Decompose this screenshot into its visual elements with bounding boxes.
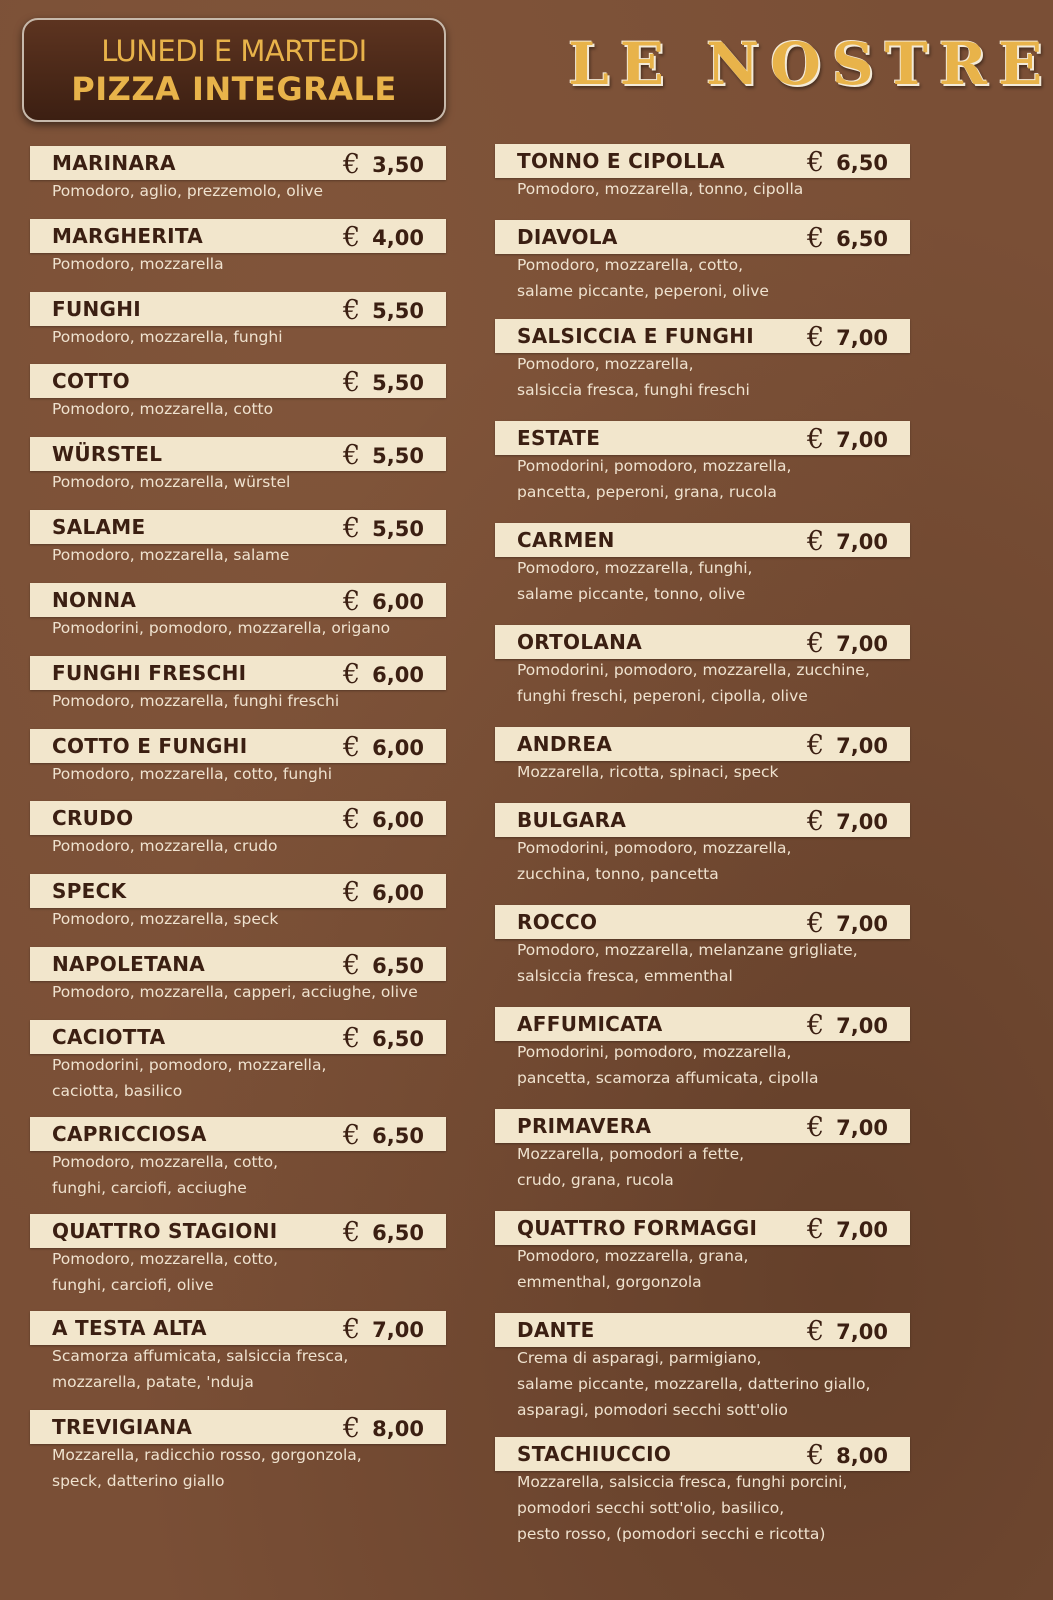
menu-item-bar <box>495 1211 910 1245</box>
price-value: 3,50 <box>372 152 424 177</box>
ingredients-line: Pomodoro, mozzarella, capperi, acciughe, olive <box>52 983 418 1001</box>
price-value: 5,50 <box>372 443 424 468</box>
pizza-name: COTTO E FUNGHI <box>52 734 248 758</box>
menu-item-bar <box>30 874 446 908</box>
price-value: 6,00 <box>372 735 424 760</box>
price-value: 6,00 <box>372 880 424 905</box>
menu-item <box>30 1311 446 1395</box>
pizza-ingredients <box>30 979 446 1005</box>
pizza-name: QUATTRO STAGIONI <box>52 1219 278 1243</box>
menu-item <box>30 364 446 422</box>
menu-item-bar <box>495 319 910 353</box>
price-value: 6,50 <box>836 150 888 175</box>
ingredients-line: Pomodoro, mozzarella, funghi, <box>517 559 753 577</box>
pizza-price <box>807 146 888 177</box>
menu-item <box>30 874 446 932</box>
menu-item <box>495 625 910 709</box>
euro-symbol: € <box>342 366 361 398</box>
promo-days: LUNEDI E MARTEDI <box>101 34 367 68</box>
pizza-ingredients <box>30 324 446 350</box>
pizza-ingredients <box>30 469 446 495</box>
menu-item-bar <box>30 801 446 835</box>
menu-item <box>495 1109 910 1193</box>
promo-title: PIZZA INTEGRALE <box>71 70 397 108</box>
menu-item-bar <box>30 1117 446 1151</box>
menu-item-bar <box>30 219 446 253</box>
euro-symbol: € <box>806 627 825 659</box>
euro-symbol: € <box>342 803 361 835</box>
pizza-name: ANDREA <box>517 732 613 756</box>
ingredients-line: speck, datterino giallo <box>52 1472 225 1490</box>
ingredients-line: Pomodoro, mozzarella, grana, <box>517 1247 749 1265</box>
price-value: 6,00 <box>372 807 424 832</box>
ingredients-line: pancetta, peperoni, grana, rucola <box>517 483 777 501</box>
ingredients-line: caciotta, basilico <box>52 1082 183 1100</box>
pizza-price <box>343 1022 424 1053</box>
menu-item <box>30 801 446 859</box>
ingredients-line: Mozzarella, radicchio rosso, gorgonzola, <box>52 1446 362 1464</box>
price-value: 7,00 <box>836 1013 888 1038</box>
euro-symbol: € <box>806 1213 825 1245</box>
ingredients-line: Pomodoro, mozzarella, crudo <box>52 837 278 855</box>
price-value: 8,00 <box>836 1443 888 1468</box>
pizza-name: DIAVOLA <box>517 225 618 249</box>
pizza-ingredients <box>30 1149 446 1201</box>
menu-item-bar <box>30 1214 446 1248</box>
pizza-name: STACHIUCCIO <box>517 1442 672 1466</box>
ingredients-line: Pomodoro, mozzarella, cotto, <box>52 1250 279 1268</box>
pizza-ingredients <box>30 1246 446 1298</box>
price-value: 7,00 <box>836 1319 888 1344</box>
price-value: 6,50 <box>836 226 888 251</box>
pizza-price <box>343 1412 424 1443</box>
euro-symbol: € <box>342 949 361 981</box>
price-value: 7,00 <box>836 529 888 554</box>
pizza-name: NAPOLETANA <box>52 952 206 976</box>
pizza-ingredients <box>495 1243 910 1295</box>
menu-item <box>495 220 910 304</box>
pizza-ingredients <box>30 688 446 714</box>
pizza-name: SALAME <box>52 515 146 539</box>
pizza-price <box>807 907 888 938</box>
menu-item <box>30 292 446 350</box>
promo-banner <box>22 18 446 122</box>
menu-item <box>30 1020 446 1104</box>
pizza-ingredients <box>30 178 446 204</box>
ingredients-line: pancetta, scamorza affumicata, cipolla <box>517 1069 819 1087</box>
price-value: 6,50 <box>372 953 424 978</box>
pizza-price <box>807 1315 888 1346</box>
ingredients-line: pomodori secchi sott'olio, basilico, <box>517 1499 785 1517</box>
menu-item <box>30 437 446 495</box>
ingredients-line: crudo, grana, rucola <box>517 1171 674 1189</box>
pizza-ingredients <box>30 906 446 932</box>
ingredients-line: Pomodorini, pomodoro, mozzarella, <box>517 839 792 857</box>
ingredients-line: Pomodoro, mozzarella, tonno, cipolla <box>517 180 804 198</box>
price-value: 7,00 <box>836 733 888 758</box>
euro-symbol: € <box>806 1315 825 1347</box>
menu-item-bar <box>495 1007 910 1041</box>
menu-item-bar <box>30 729 446 763</box>
pizza-ingredients <box>495 1141 910 1193</box>
pizza-ingredients <box>30 761 446 787</box>
pizza-price <box>343 221 424 252</box>
pizza-ingredients <box>30 833 446 859</box>
euro-symbol: € <box>342 294 361 326</box>
ingredients-line: salsiccia fresca, emmenthal <box>517 967 733 985</box>
pizza-price <box>807 321 888 352</box>
menu-item-bar <box>30 146 446 180</box>
menu-item-bar <box>495 1313 910 1347</box>
ingredients-line: asparagi, pomodori secchi sott'olio <box>517 1401 788 1419</box>
menu-item-bar <box>30 947 446 981</box>
euro-symbol: € <box>342 1313 361 1345</box>
pizza-name: ESTATE <box>517 426 601 450</box>
pizza-ingredients <box>495 176 910 202</box>
price-value: 7,00 <box>836 809 888 834</box>
ingredients-line: mozzarella, patate, 'nduja <box>52 1373 254 1391</box>
pizza-ingredients <box>30 1343 446 1395</box>
price-value: 7,00 <box>836 1217 888 1242</box>
pizza-name: CARMEN <box>517 528 615 552</box>
menu-item <box>30 510 446 568</box>
price-value: 7,00 <box>836 631 888 656</box>
ingredients-line: Pomodoro, mozzarella, würstel <box>52 473 291 491</box>
menu-item <box>495 319 910 403</box>
pizza-ingredients <box>495 555 910 607</box>
pizza-name: AFFUMICATA <box>517 1012 663 1036</box>
ingredients-line: salame piccante, tonno, olive <box>517 585 746 603</box>
menu-item <box>30 1117 446 1201</box>
price-value: 4,00 <box>372 225 424 250</box>
price-value: 8,00 <box>372 1416 424 1441</box>
pizza-price <box>807 729 888 760</box>
pizza-price <box>343 876 424 907</box>
pizza-ingredients <box>495 252 910 304</box>
pizza-price <box>343 949 424 980</box>
euro-symbol: € <box>342 731 361 763</box>
pizza-price <box>343 803 424 834</box>
menu-item-bar <box>30 292 446 326</box>
ingredients-line: Pomodoro, mozzarella, speck <box>52 910 279 928</box>
menu-item-bar <box>495 803 910 837</box>
euro-symbol: € <box>342 1119 361 1151</box>
pizza-ingredients <box>495 759 910 785</box>
ingredients-line: emmenthal, gorgonzola <box>517 1273 702 1291</box>
pizza-name: SALSICCIA E FUNGHI <box>517 324 754 348</box>
ingredients-line: salame piccante, peperoni, olive <box>517 282 769 300</box>
ingredients-line: Scamorza affumicata, salsiccia fresca, <box>52 1347 349 1365</box>
euro-symbol: € <box>806 423 825 455</box>
menu-item <box>30 219 446 277</box>
euro-symbol: € <box>342 876 361 908</box>
ingredients-line: funghi, carciofi, olive <box>52 1276 214 1294</box>
ingredients-line: Mozzarella, pomodori a fette, <box>517 1145 745 1163</box>
menu-item <box>30 729 446 787</box>
ingredients-line: Pomodoro, mozzarella, funghi <box>52 328 283 346</box>
ingredients-line: zucchina, tonno, pancetta <box>517 865 719 883</box>
euro-symbol: € <box>806 525 825 557</box>
menu-item <box>495 905 910 989</box>
pizza-name: CACIOTTA <box>52 1025 166 1049</box>
ingredients-line: Pomodoro, aglio, prezzemolo, olive <box>52 182 324 200</box>
pizza-name: FUNGHI FRESCHI <box>52 661 247 685</box>
euro-symbol: € <box>342 221 361 253</box>
pizza-name: SPECK <box>52 879 127 903</box>
ingredients-line: Mozzarella, salsiccia fresca, funghi porcini, <box>517 1473 848 1491</box>
pizza-ingredients <box>495 351 910 403</box>
euro-symbol: € <box>806 729 825 761</box>
pizza-ingredients <box>30 1442 446 1494</box>
ingredients-line: Pomodoro, mozzarella, funghi freschi <box>52 692 340 710</box>
ingredients-line: Pomodoro, mozzarella, cotto, <box>517 256 744 274</box>
euro-symbol: € <box>342 439 361 471</box>
ingredients-line: Pomodoro, mozzarella, cotto <box>52 400 274 418</box>
menu-item-bar <box>30 583 446 617</box>
pizza-name: BULGARA <box>517 808 627 832</box>
menu-item <box>495 1437 910 1547</box>
price-value: 6,50 <box>372 1026 424 1051</box>
pizza-name: PRIMAVERA <box>517 1114 652 1138</box>
pizza-ingredients <box>495 1039 910 1091</box>
pizza-name: MARINARA <box>52 151 176 175</box>
euro-symbol: € <box>342 1022 361 1054</box>
pizza-price <box>343 512 424 543</box>
pizza-name: DANTE <box>517 1318 595 1342</box>
euro-symbol: € <box>342 1216 361 1248</box>
pizza-price <box>343 439 424 470</box>
pizza-name: MARGHERITA <box>52 224 204 248</box>
menu-item-bar <box>30 437 446 471</box>
menu-item-bar <box>30 1020 446 1054</box>
price-value: 7,00 <box>836 911 888 936</box>
pizza-name: A TESTA ALTA <box>52 1316 207 1340</box>
pizza-name: QUATTRO FORMAGGI <box>517 1216 758 1240</box>
menu-item <box>495 1211 910 1295</box>
menu-item <box>495 803 910 887</box>
pizza-ingredients <box>495 835 910 887</box>
pizza-ingredients <box>495 937 910 989</box>
euro-symbol: € <box>806 222 825 254</box>
menu-item-bar <box>495 625 910 659</box>
ingredients-line: Pomodoro, mozzarella, salame <box>52 546 290 564</box>
pizza-name: COTTO <box>52 369 130 393</box>
ingredients-line: Pomodorini, pomodoro, mozzarella, zucchine, <box>517 661 870 679</box>
ingredients-line: Pomodorini, pomodoro, mozzarella, <box>517 457 792 475</box>
pizza-name: WÜRSTEL <box>52 442 163 466</box>
menu-item-bar <box>495 523 910 557</box>
menu-item-bar <box>495 421 910 455</box>
menu-item <box>30 1410 446 1494</box>
pizza-name: CRUDO <box>52 806 134 830</box>
ingredients-line: Pomodoro, mozzarella, <box>517 355 694 373</box>
pizza-ingredients <box>30 251 446 277</box>
pizza-price <box>343 1313 424 1344</box>
menu-item-bar <box>495 220 910 254</box>
pizza-price <box>807 222 888 253</box>
menu-item <box>30 146 446 204</box>
ingredients-line: Pomodoro, mozzarella <box>52 255 224 273</box>
pizza-ingredients <box>495 1469 910 1547</box>
euro-symbol: € <box>342 658 361 690</box>
price-value: 5,50 <box>372 370 424 395</box>
menu-item <box>495 1313 910 1423</box>
pizza-name: CAPRICCIOSA <box>52 1122 207 1146</box>
price-value: 7,00 <box>372 1317 424 1342</box>
euro-symbol: € <box>342 148 361 180</box>
pizza-price <box>343 366 424 397</box>
ingredients-line: funghi freschi, peperoni, cipolla, olive <box>517 687 808 705</box>
euro-symbol: € <box>806 1009 825 1041</box>
pizza-name: TREVIGIANA <box>52 1415 193 1439</box>
ingredients-line: Pomodorini, pomodoro, mozzarella, <box>517 1043 792 1061</box>
pizza-price <box>343 731 424 762</box>
menu-item-bar <box>30 364 446 398</box>
price-value: 5,50 <box>372 298 424 323</box>
price-value: 6,00 <box>372 589 424 614</box>
euro-symbol: € <box>806 907 825 939</box>
pizza-ingredients <box>495 1345 910 1423</box>
ingredients-line: Pomodoro, mozzarella, cotto, funghi <box>52 765 333 783</box>
menu-item-bar <box>495 1437 910 1471</box>
menu-item-bar <box>30 656 446 690</box>
pizza-ingredients <box>30 542 446 568</box>
euro-symbol: € <box>806 321 825 353</box>
pizza-price <box>343 1216 424 1247</box>
pizza-ingredients <box>495 453 910 505</box>
menu-item <box>495 523 910 607</box>
menu-item <box>30 947 446 1005</box>
pizza-price <box>807 1439 888 1470</box>
euro-symbol: € <box>806 146 825 178</box>
ingredients-line: salsiccia fresca, funghi freschi <box>517 381 750 399</box>
ingredients-line: salame piccante, mozzarella, datterino giallo, <box>517 1375 871 1393</box>
euro-symbol: € <box>806 1439 825 1471</box>
ingredients-line: Pomodoro, mozzarella, cotto, <box>52 1153 279 1171</box>
menu-item-bar <box>30 510 446 544</box>
pizza-ingredients <box>495 657 910 709</box>
euro-symbol: € <box>806 1111 825 1143</box>
ingredients-line: pesto rosso, (pomodori secchi e ricotta) <box>517 1525 826 1543</box>
pizza-price <box>343 1119 424 1150</box>
price-value: 7,00 <box>836 325 888 350</box>
pizza-name: FUNGHI <box>52 297 142 321</box>
menu-item <box>30 583 446 641</box>
ingredients-line: Pomodorini, pomodoro, mozzarella, origano <box>52 619 391 637</box>
pizza-ingredients <box>30 396 446 422</box>
pizza-price <box>343 585 424 616</box>
pizza-price <box>807 1009 888 1040</box>
menu-item <box>495 1007 910 1091</box>
price-value: 6,00 <box>372 662 424 687</box>
menu-item <box>30 1214 446 1298</box>
pizza-name: TONNO E CIPOLLA <box>517 149 725 173</box>
ingredients-line: Pomodorini, pomodoro, mozzarella, <box>52 1056 327 1074</box>
pizza-price <box>807 525 888 556</box>
menu-item <box>495 144 910 202</box>
menu-item-bar <box>495 144 910 178</box>
ingredients-line: funghi, carciofi, acciughe <box>52 1179 247 1197</box>
menu-item-bar <box>495 1109 910 1143</box>
pizza-price <box>807 1111 888 1142</box>
menu-item <box>495 421 910 505</box>
pizza-price <box>807 627 888 658</box>
pizza-price <box>807 423 888 454</box>
pizza-price <box>343 148 424 179</box>
pizza-price <box>343 294 424 325</box>
euro-symbol: € <box>342 585 361 617</box>
menu-headline: LE NOSTRE <box>568 30 1053 98</box>
menu-item-bar <box>30 1311 446 1345</box>
pizza-price <box>807 805 888 836</box>
menu-item-bar <box>495 905 910 939</box>
menu-item <box>30 656 446 714</box>
price-value: 5,50 <box>372 516 424 541</box>
euro-symbol: € <box>342 1412 361 1444</box>
price-value: 6,50 <box>372 1220 424 1245</box>
pizza-price <box>807 1213 888 1244</box>
menu-item <box>495 727 910 785</box>
price-value: 6,50 <box>372 1123 424 1148</box>
euro-symbol: € <box>342 512 361 544</box>
pizza-name: ROCCO <box>517 910 598 934</box>
pizza-name: NONNA <box>52 588 137 612</box>
pizza-name: ORTOLANA <box>517 630 642 654</box>
pizza-ingredients <box>30 615 446 641</box>
price-value: 7,00 <box>836 427 888 452</box>
menu-item-bar <box>30 1410 446 1444</box>
pizza-price <box>343 658 424 689</box>
pizza-ingredients <box>30 1052 446 1104</box>
price-value: 7,00 <box>836 1115 888 1140</box>
ingredients-line: Mozzarella, ricotta, spinaci, speck <box>517 763 779 781</box>
menu-item-bar <box>495 727 910 761</box>
ingredients-line: Crema di asparagi, parmigiano, <box>517 1349 762 1367</box>
euro-symbol: € <box>806 805 825 837</box>
ingredients-line: Pomodoro, mozzarella, melanzane grigliate, <box>517 941 858 959</box>
